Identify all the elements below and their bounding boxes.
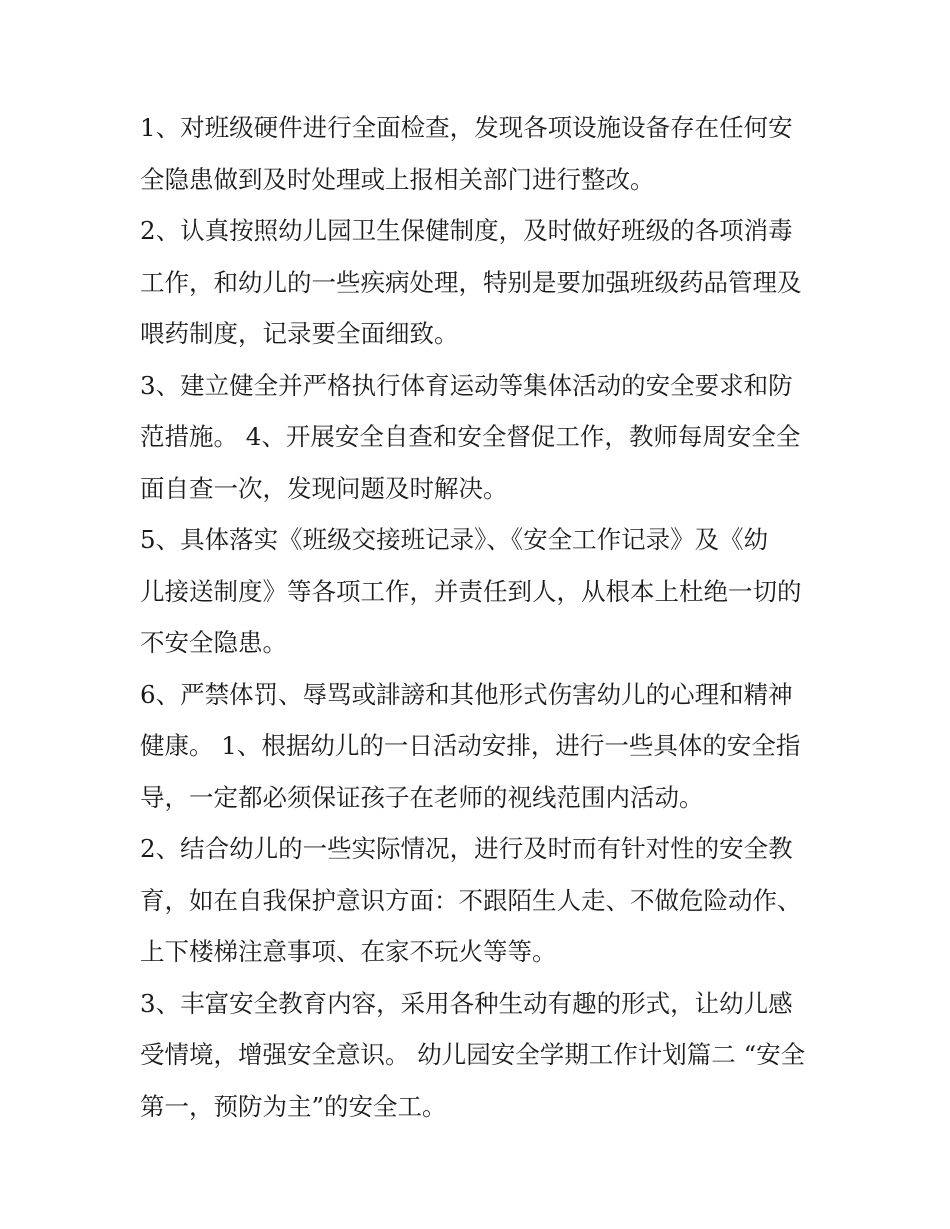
text-line: 喂药制度，记录要全面细致。: [140, 319, 459, 348]
text-line: 不安全隐患。: [140, 628, 287, 657]
text-line: 3、建立健全并严格执行体育运动等集体活动的安全要求和防: [140, 370, 793, 400]
text-line: 6、严禁体罚、辱骂或誹謗和其他形式伤害幼儿的心理和精神: [140, 679, 793, 709]
text-line: 3、丰富安全教育内容，采用各种生动有趣的形式，让幼儿感: [140, 988, 793, 1018]
text-line: 健康。 1、根据幼儿的一日活动安排，进行一些具体的安全指: [140, 731, 801, 760]
text-line: 1、对班级硬件进行全面检查，发现各项设施设备存在任何安: [140, 113, 793, 142]
text-line: 5、具体落实《班级交接班记录》、《安全工作记录》及《幼: [140, 525, 769, 554]
text-line: 2、认真按照幼儿园卫生保健制度，及时做好班级的各项消毒: [140, 216, 793, 245]
text-line: 导，一定都必须保证孩子在老师的视线范围内活动。: [140, 782, 704, 812]
text-line: 第一，预防为主”的安全工。: [140, 1091, 447, 1121]
text-line: 面自查一次，发现问题及时解决。: [140, 473, 508, 503]
text-line: 上下楼梯注意事项、在家不玩火等等。: [140, 937, 557, 966]
text-line: 受情境，增强安全意识。 幼儿园安全学期工作计划篇二 “安全: [140, 1040, 806, 1069]
text-line: 2、结合幼儿的一些实际情况，进行及时而有针对性的安全教: [140, 834, 793, 863]
text-line: 育，如在自我保护意识方面：不跟陌生人走、不做危险动作、: [140, 885, 802, 915]
text-line: 儿接送制度》等各项工作，并责任到人，从根本上杜绝一切的: [140, 576, 802, 606]
text-line: 工作，和幼儿的一些疾病处理，特别是要加强班级药品管理及: [140, 267, 802, 297]
document-body: [140, 102, 820, 1132]
text-line: 范措施。 4、开展安全自查和安全督促工作，教师每周安全全: [140, 422, 801, 451]
text-line: 全隐患做到及时处理或上报相关部门进行整改。: [140, 164, 655, 194]
